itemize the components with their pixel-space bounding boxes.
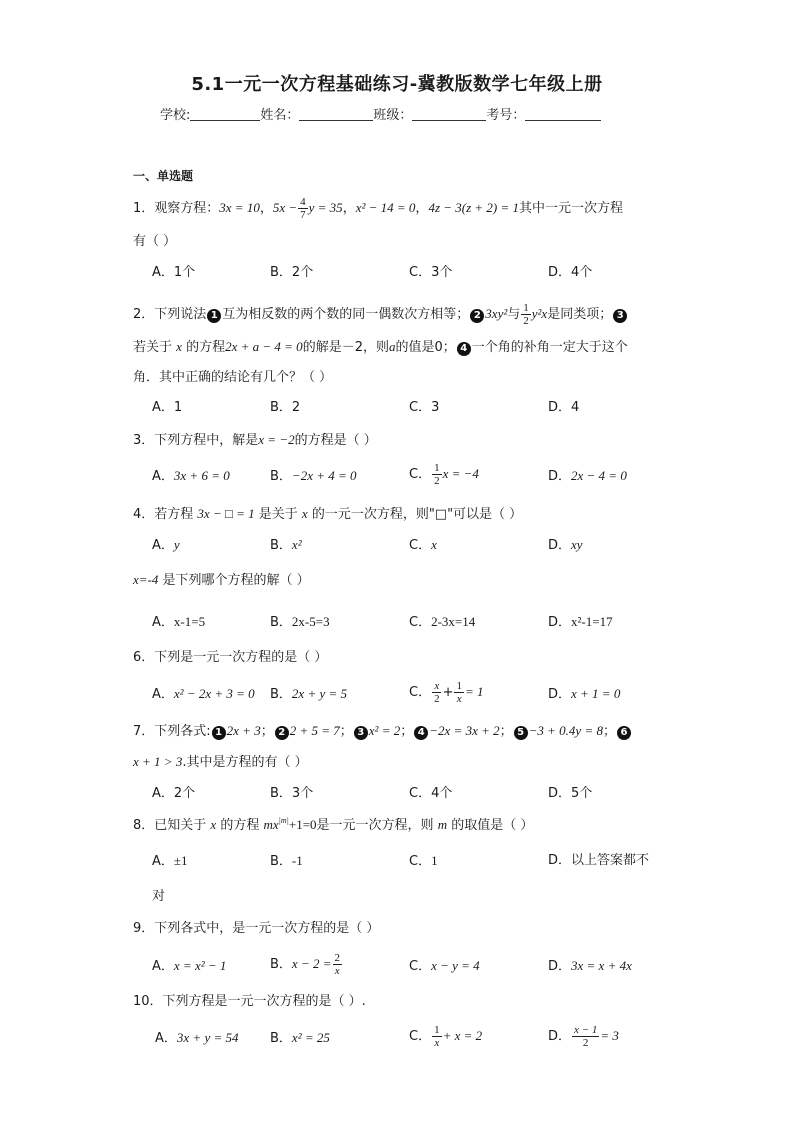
q5-option-c[interactable]: C．2-3x=14	[409, 614, 476, 630]
q7-line2: x + 1 > 3.其中是方程的有（ ）	[133, 754, 308, 770]
q1-line2: 有（ ）	[133, 234, 177, 249]
question-5: x=-4 是下列哪个方程的解（ ）	[133, 572, 310, 588]
section-title: 一、单选题	[133, 169, 194, 183]
q4-option-c[interactable]: C．x	[409, 537, 437, 553]
q9-fraction: $\frac{2}{x}$	[334, 952, 340, 977]
q1-option-d[interactable]: D．4个	[548, 265, 593, 280]
q8-option-c[interactable]: C．1	[409, 853, 438, 869]
circled-number-3: 3	[354, 726, 368, 740]
question-1: 1．观察方程：3x = 10，5x − $\frac{4}{7}$ y = 35，x² − 14 = 0，4z − 3(z + 2) = 1其中一元一次方程	[133, 196, 624, 221]
q3-option-c[interactable]: C． $\frac{1}{2}$ x = −4	[409, 462, 479, 487]
question-7: 7．下列各式: 1 2x + 3； 2 2 + 5 = 7； 3 x² = 2； 4 −2x = 3x + 2； 5 −3 + 0.4y = 8； 6	[133, 723, 632, 740]
q2-option-d[interactable]: D．4	[548, 400, 580, 415]
q6-option-c[interactable]: C． $\frac{x}{2}$ + $\frac{1}{x}$ = 1	[409, 680, 484, 705]
q8-option-d-wrap: 对	[152, 889, 166, 904]
q1-eq4: 4z − 3(z + 2) = 1	[428, 200, 520, 215]
q9-option-d[interactable]: D．3x = x + 4x	[548, 958, 632, 974]
q5-option-b[interactable]: B．2x-5=3	[270, 614, 330, 630]
q7-option-d[interactable]: D．5个	[548, 786, 593, 801]
q1-option-a[interactable]: A．1个	[152, 265, 196, 280]
q10-fraction-c: $\frac{1}{x}$	[434, 1024, 440, 1049]
q9-option-a[interactable]: A．x = x² − 1	[152, 958, 227, 974]
q4-option-a[interactable]: A．y	[152, 537, 180, 553]
class-blank[interactable]	[412, 107, 486, 121]
q3-option-b[interactable]: B．−2x + 4 = 0	[270, 468, 357, 484]
circled-number-1: 1	[207, 309, 221, 323]
circled-number-2: 2	[470, 309, 484, 323]
q1-option-b[interactable]: B．2个	[270, 265, 314, 280]
q4-option-b[interactable]: B．x²	[270, 537, 302, 553]
circled-number-4: 4	[414, 726, 428, 740]
q1-number: 1．观察方程：	[133, 201, 220, 216]
q7-option-b[interactable]: B．3个	[270, 786, 314, 801]
q3-option-d[interactable]: D．2x − 4 = 0	[548, 468, 627, 484]
q9-option-c[interactable]: C．x − y = 4	[409, 958, 480, 974]
q6-option-d[interactable]: D．x + 1 = 0	[548, 686, 621, 702]
q2-option-a[interactable]: A．1	[152, 400, 183, 415]
q7-option-a[interactable]: A．2个	[152, 786, 196, 801]
q2-option-b[interactable]: B．2	[270, 400, 301, 415]
q10-option-d[interactable]: D． $\frac{x - 1}{2}$ = 3	[548, 1024, 619, 1049]
q1-fraction: $\frac{4}{7}$	[300, 196, 306, 221]
q2-line3: 角．其中正确的结论有几个？（ ）	[133, 370, 333, 385]
q4-option-d[interactable]: D．xy	[548, 537, 583, 553]
circled-number-1: 1	[212, 726, 226, 740]
question-10: 10．下列方程是一元一次方程的是（ ）.	[133, 994, 366, 1009]
question-9: 9．下列各式中，是一元一次方程的是（ ）	[133, 921, 380, 936]
q2-fraction: $\frac{1}{2}$	[523, 302, 529, 327]
school-blank[interactable]	[190, 107, 260, 121]
q1-eq3: x² − 14 = 0	[355, 200, 416, 215]
q8-option-b[interactable]: B．-1	[270, 853, 303, 869]
q3-option-a[interactable]: A．3x + 6 = 0	[152, 468, 230, 484]
q2-line2: 若关于 x 的方程2x + a − 4 = 0的解是－2，则a的值是0； 4 一个角的补角一定大于这个	[133, 339, 628, 355]
q8-option-d[interactable]: D．以上答案都不	[548, 853, 650, 868]
question-6: 6．下列是一元一次方程的是（ ）	[133, 650, 328, 665]
q5-option-d[interactable]: D．x²-1=17	[548, 614, 613, 630]
circled-number-3: 3	[613, 309, 627, 323]
q10-option-b[interactable]: B．x² = 25	[270, 1030, 330, 1046]
page-title: 5.1一元一次方程基础练习-冀教版数学七年级上册	[191, 74, 603, 95]
q6-fraction-2: $\frac{1}{x}$	[456, 680, 462, 705]
circled-number-6: 6	[617, 726, 631, 740]
q1-eq2-rest: y = 35	[308, 200, 343, 215]
exam-no-blank[interactable]	[525, 107, 601, 121]
q8-option-a[interactable]: A．±1	[152, 853, 188, 869]
question-3: 3．下列方程中，解是x = −2的方程是（ ）	[133, 432, 377, 448]
question-4: 4．若方程 3x − □ = 1 是关于 x 的一元一次方程，则"□"可以是（ ）	[133, 506, 523, 522]
q10-option-a[interactable]: A．3x + y = 54	[155, 1030, 239, 1046]
school-label: 学校:	[160, 108, 191, 123]
name-label: 姓名：	[260, 108, 300, 123]
q6-option-b[interactable]: B．2x + y = 5	[270, 686, 348, 702]
q7-option-c[interactable]: C．4个	[409, 786, 453, 801]
class-label: 班级：	[373, 108, 413, 123]
q10-option-c[interactable]: C． $\frac{1}{x}$ + x = 2	[409, 1024, 483, 1049]
q5-option-a[interactable]: A．x-1=5	[152, 614, 206, 630]
q6-option-a[interactable]: A．x² − 2x + 3 = 0	[152, 686, 255, 702]
q1-option-c[interactable]: C．3个	[409, 265, 453, 280]
exam-no-label: 考号：	[486, 108, 526, 123]
q2-option-c[interactable]: C．3	[409, 400, 440, 415]
question-8: 8．已知关于 x 的方程 $mx^{|m|}+1=0$是一元一次方程，则 m 的取值是（ ）	[133, 816, 534, 833]
circled-number-4: 4	[457, 342, 471, 356]
q1-tail: 其中一元一次方程	[519, 201, 624, 216]
q6-fraction-1: $\frac{x}{2}$	[434, 680, 440, 705]
q3-fraction: $\frac{1}{2}$	[434, 462, 440, 487]
student-info-line	[160, 104, 601, 123]
circled-number-5: 5	[514, 726, 528, 740]
question-2: 2．下列说法 1 互为相反数的两个数的同一偶数次方相等； 2 3xy²与 $\frac{1}{2}$ y²x是同类项； 3	[133, 302, 628, 327]
name-blank[interactable]	[299, 107, 373, 121]
circled-number-2: 2	[275, 726, 289, 740]
q9-option-b[interactable]: B．x − 2 = $\frac{2}{x}$	[270, 952, 340, 977]
q1-eq2-part: 5x −	[272, 200, 298, 215]
q1-eq1: 3x = 10	[219, 200, 260, 215]
q10-fraction-d: $\frac{x - 1}{2}$	[574, 1024, 598, 1049]
